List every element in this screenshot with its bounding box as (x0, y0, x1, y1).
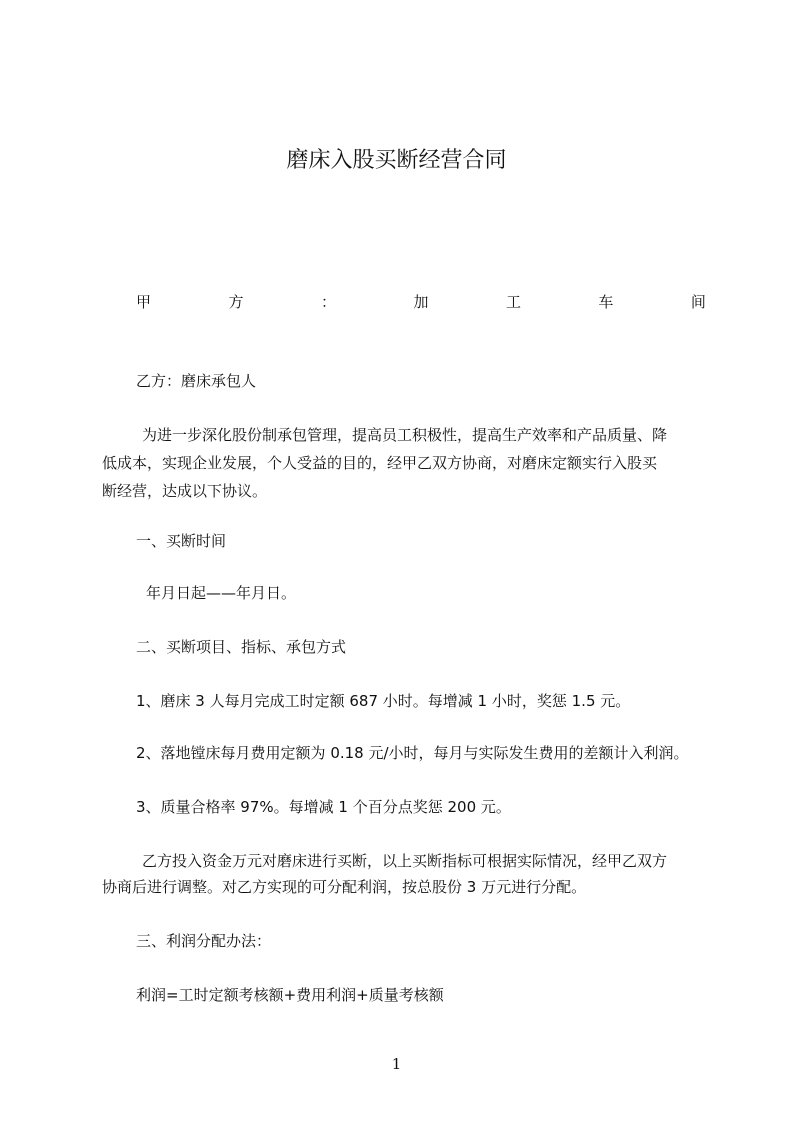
section-3-formula: 利润=工时定额考核额+费用利润+质量考核额 (136, 986, 444, 1004)
party-b-line: 乙方：磨床承包人 (136, 372, 257, 390)
party-a-char: 工 (505, 293, 521, 311)
party-a-char: 甲 (136, 293, 152, 311)
party-a-char: 间 (690, 293, 706, 311)
intro-line-1: 为进一步深化股份制承包管理，提高员工积极性，提高生产效率和产品质量、降 (142, 426, 668, 444)
section-2-item-1: 1、磨床 3 人每月完成工时定额 687 小时。每增减 1 小时，奖惩 1.5 元。 (136, 692, 631, 710)
intro-line-2: 低成本，实现企业发展，个人受益的目的，经甲乙双方协商，对磨床定额实行入股买 (102, 454, 658, 472)
party-a-char: 加 (413, 293, 429, 311)
party-a-char: 方 (228, 293, 244, 311)
section-2-item-2: 2、落地镗床每月费用定额为 0.18 元/小时，每月与实际发生费用的差额计入利润。 (136, 744, 689, 762)
page-number: 1 (391, 1055, 402, 1073)
document-title: 磨床入股买断经营合同 (286, 148, 507, 173)
section-1-body: 年月日起——年月日。 (146, 584, 297, 602)
section-2-heading: 二、买断项目、指标、承包方式 (136, 638, 347, 656)
party-a-char: 车 (598, 293, 614, 311)
section-1-heading: 一、买断时间 (136, 532, 227, 550)
section-3-heading: 三、利润分配办法： (136, 932, 272, 950)
section-2-note-line-1: 乙方投入资金万元对磨床进行买断，以上买断指标可根据实际情况，经甲乙双方 (142, 852, 668, 870)
party-a-char: ： (320, 293, 336, 311)
section-2-note-line-2: 协商后进行调整。对乙方实现的可分配利润，按总股份 3 万元进行分配。 (102, 878, 587, 896)
party-a-line (136, 291, 706, 312)
intro-line-3: 断经营，达成以下协议。 (102, 482, 268, 500)
section-2-item-3: 3、质量合格率 97%。每增减 1 个百分点奖惩 200 元。 (136, 798, 511, 816)
